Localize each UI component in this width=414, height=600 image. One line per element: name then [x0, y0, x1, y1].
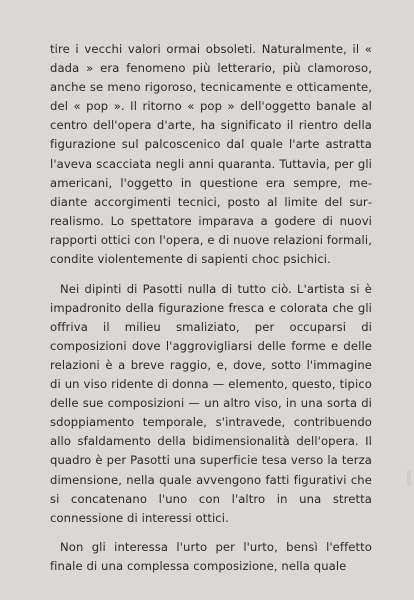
- paragraph-2: Nei dipinti di Pasotti nulla di tutto ciò. L'artista si è impadronito della figurazione fresca e colorata che gli offriva il milieu smaliziato, per occuparsi di composizioni dove l'aggrovigliarsi delle forme e delle relazioni è a breve raggio, e, dove, sotto l'immagine di un viso ridente di donna — elemento, questo, tipico delle sue composizioni — un altro viso, in una sorta di sdoppiamento temporale, s'intravede, contribuendo allo sfaldamento della bidimensionalità dell'opera. Il quadro è per Pasotti una superficie tesa verso la terza dimensione, nella quale avvengono fatti figurativi che si concatenano l'uno con l'altro in una stretta connessione di interessi ottici.: [50, 281, 372, 525]
- paragraph-3: Non gli interessa l'urto per l'urto, bensì l'effetto finale di una complessa composizione, nella quale: [50, 540, 372, 574]
- paragraph-1: tire i vecchi valori ormai obsoleti. Naturalmente, il « dada » era fenomeno più letterario, più clamoroso, anche se meno rigoroso, tecnicamente e otticamente, del « pop ». Il ritorno « pop » dell'oggetto banale al centro dell'opera d'arte, ha significato il rientro della figurazione sul palcoscenico dal quale l'arte astratta l'aveva scacciata negli anni quaranta. Tuttavia, per gli americani, l'oggetto in questione era sempre, mediante accorgimenti tecnici, posto al limite del surrealismo. Lo spettatore imparava a godere di nuovi rapporti ottici con l'opera, e di nuove relazioni formali, condite violentemente di sapienti choc psichici.: [50, 42, 372, 267]
- text-column: [50, 40, 372, 577]
- page-edge-mark: [407, 470, 411, 486]
